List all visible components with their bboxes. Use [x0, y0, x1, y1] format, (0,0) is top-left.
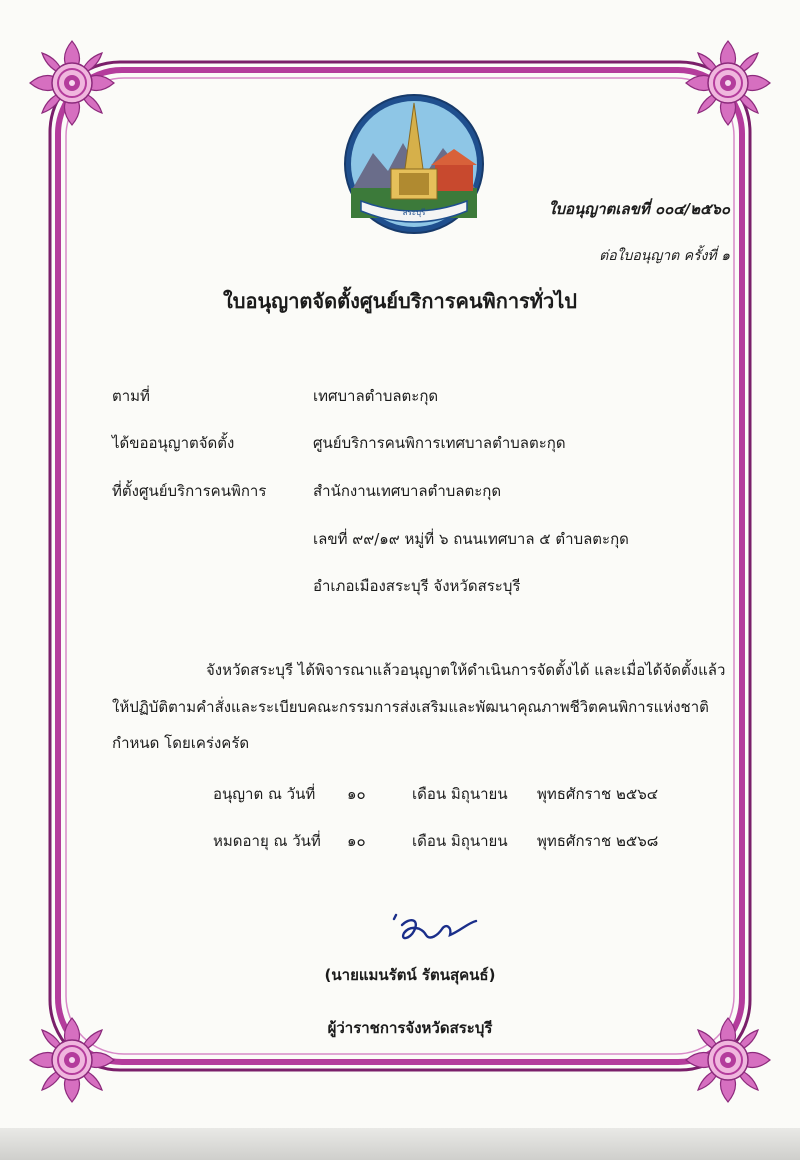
issue-date-month: เดือน มิถุนายน — [412, 785, 508, 803]
field-value-location: สำนักงานเทศบาลตำบลตะกุด — [313, 482, 502, 500]
field-value-requested: ศูนย์บริการคนพิการเทศบาลตำบลตะกุด — [313, 434, 566, 452]
corner-flower-bottom-right — [686, 1018, 770, 1102]
expiry-date-year: พุทธศักราช ๒๕๖๘ — [537, 832, 659, 850]
field-label-according-to: ตามที่ — [112, 387, 150, 405]
field-value-according-to: เทศบาลตำบลตะกุด — [313, 387, 439, 405]
renewal-info: ต่อใบอนุญาต ครั้งที่ ๑ — [599, 248, 730, 264]
corner-flower-bottom-left — [30, 1018, 114, 1102]
body-line-1: จังหวัดสระบุรี ได้พิจารณาแล้วอนุญาตให้ดำเนินการจัดตั้งได้ และเมื่อได้จัดตั้งแล้ว — [206, 661, 726, 679]
signatory-name: (นายแมนรัตน์ รัตนสุคนธ์) — [324, 966, 496, 984]
provincial-seal — [343, 93, 485, 235]
page-bottom-shadow — [0, 1128, 800, 1160]
expiry-date-label: หมดอายุ ณ วันที่ — [213, 832, 321, 850]
expiry-date-day: ๑๐ — [347, 832, 366, 850]
license-number: ใบอนุญาตเลขที่ ๐๐๔/๒๕๖๐ — [548, 200, 730, 218]
issue-date-label: อนุญาต ณ วันที่ — [213, 785, 316, 803]
seal-banner-text: สระบุรี — [402, 208, 426, 217]
field-label-requested: ได้ขออนุญาตจัดตั้ง — [112, 434, 235, 452]
issue-date-year: พุทธศักราช ๒๕๖๔ — [537, 785, 659, 803]
corner-flower-top-left — [30, 41, 114, 125]
handwritten-signature — [380, 905, 490, 955]
signatory-position: ผู้ว่าราชการจังหวัดสระบุรี — [327, 1019, 493, 1037]
address-line-1: เลขที่ ๙๙/๑๙ หมู่ที่ ๖ ถนนเทศบาล ๕ ตำบลตะกุด — [313, 530, 629, 548]
expiry-date-month: เดือน มิถุนายน — [412, 832, 508, 850]
issue-date-day: ๑๐ — [347, 785, 366, 803]
document-title: ใบอนุญาตจัดตั้งศูนย์บริการคนพิการทั่วไป — [223, 289, 577, 313]
address-line-2: อำเภอเมืองสระบุรี จังหวัดสระบุรี — [313, 577, 521, 595]
body-line-3: กำหนด โดยเคร่งครัด — [112, 734, 250, 752]
field-label-location: ที่ตั้งศูนย์บริการคนพิการ — [112, 482, 267, 500]
corner-flower-top-right — [686, 41, 770, 125]
body-line-2: ให้ปฏิบัติตามคำสั่งและระเบียบคณะกรรมการส่งเสริมและพัฒนาคุณภาพชีวิตคนพิการแห่งชาติ — [112, 698, 709, 716]
